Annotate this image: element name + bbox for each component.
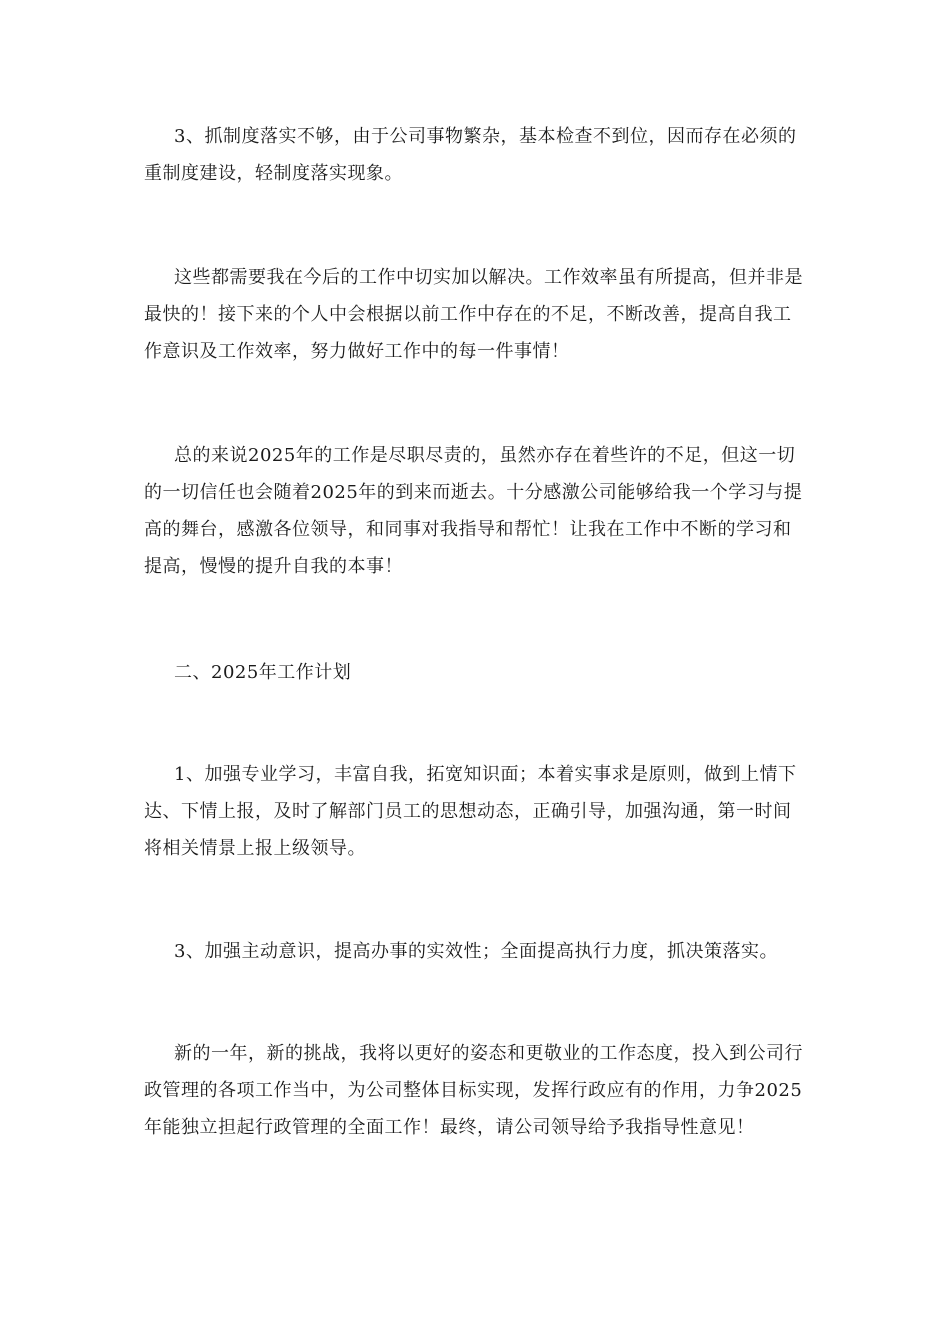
paragraph-system-implementation: 3、抓制度落实不够，由于公司事物繁杂，基本检查不到位，因而存在必须的重制度建设，轻制度落实现象。 — [144, 126, 797, 184]
paragraph-summary: 总的来说2025年的工作是尽职尽责的，虽然亦存在着些许的不足，但这一切的一切信任也会随着2025年的到来而逝去。十分感激公司能够给我一个学习与提高的舞台，感激各位领导，和同事对我指导和帮忙！让我在工作中不断的学习和提高，慢慢的提升自我的本事！ — [144, 445, 803, 577]
paragraph-plan-item-3: 3、加强主动意识，提高办事的实效性；全面提高执行力度，抓决策落实。 — [174, 941, 778, 962]
paragraph-plan-item-1: 1、加强专业学习，丰富自我，拓宽知识面；本着实事求是原则，做到上情下达、下情上报，及时了解部门员工的思想动态，正确引导，加强沟通，第一时间将相关情景上报上级领导。 — [144, 764, 797, 859]
paragraph-improvement-plan: 这些都需要我在今后的工作中切实加以解决。工作效率虽有所提高，但并非是最快的！接下来的个人中会根据以前工作中存在的不足，不断改善，提高自我工作意识及工作效率，努力做好工作中的每一件事情！ — [144, 267, 803, 362]
paragraph-closing: 新的一年，新的挑战，我将以更好的姿态和更敬业的工作态度，投入到公司行政管理的各项工作当中，为公司整体目标实现，发挥行政应有的作用，力争2025年能独立担起行政管理的全面工作！最终，请公司领导给予我指导性意见！ — [144, 1043, 803, 1138]
section-heading-work-plan: 二、2025年工作计划 — [174, 662, 352, 683]
